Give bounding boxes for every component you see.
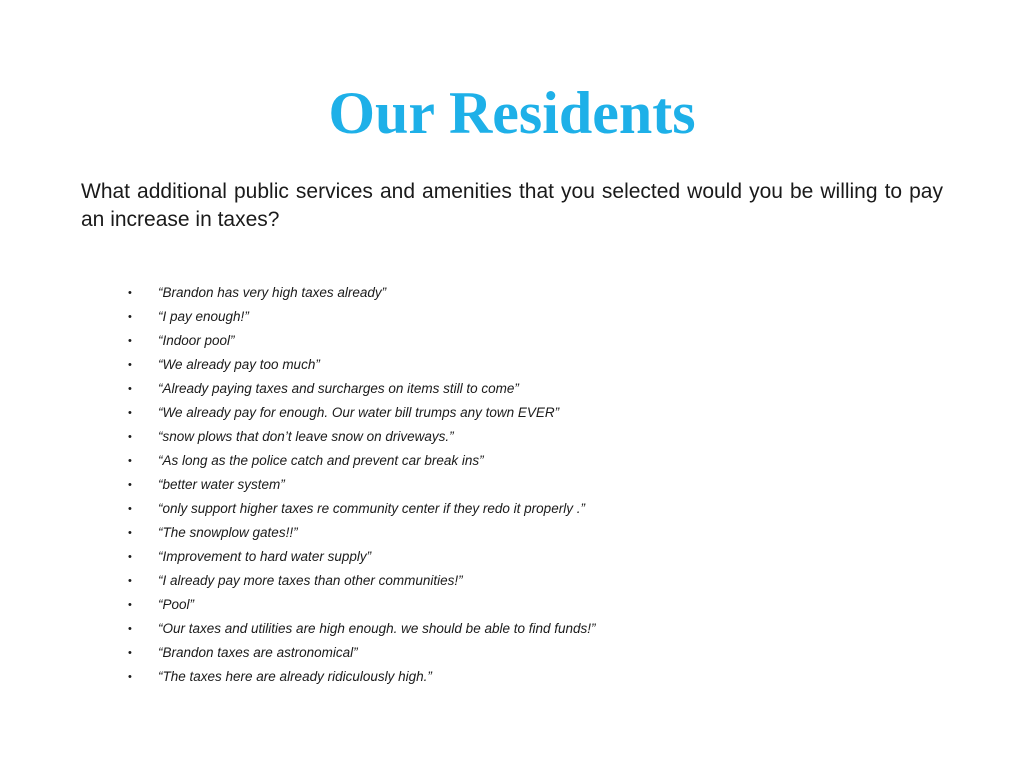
list-item <box>128 617 928 641</box>
bullet-icon: • <box>128 383 132 395</box>
list-item <box>128 473 928 497</box>
bullet-icon: • <box>128 311 132 323</box>
list-item <box>128 569 928 593</box>
bullet-icon: • <box>128 623 132 635</box>
bullet-icon: • <box>128 479 132 491</box>
response-text: “Our taxes and utilities are high enough. we should be able to find funds!” <box>158 621 596 636</box>
bullet-icon: • <box>128 455 132 467</box>
bullet-icon: • <box>128 671 132 683</box>
responses-list <box>128 281 928 689</box>
list-item <box>128 305 928 329</box>
response-text: “Pool” <box>158 597 195 612</box>
list-item <box>128 521 928 545</box>
list-item <box>128 401 928 425</box>
bullet-icon: • <box>128 551 132 563</box>
list-item <box>128 281 928 305</box>
survey-question: What additional public services and amenities that you selected would you be willing to pay an increase in taxes? <box>81 180 943 231</box>
bullet-icon: • <box>128 527 132 539</box>
bullet-icon: • <box>128 407 132 419</box>
bullet-icon: • <box>128 503 132 515</box>
response-text: “Brandon has very high taxes already” <box>158 285 387 300</box>
response-text: “The taxes here are already ridiculously high.” <box>158 669 432 684</box>
list-item <box>128 449 928 473</box>
response-text: “Indoor pool” <box>158 333 235 348</box>
response-text: “Improvement to hard water supply” <box>158 549 372 564</box>
list-item <box>128 665 928 689</box>
bullet-icon: • <box>128 287 132 299</box>
response-text: “only support higher taxes re community center if they redo it properly .” <box>158 501 585 516</box>
list-item <box>128 593 928 617</box>
bullet-icon: • <box>128 431 132 443</box>
response-text: “Already paying taxes and surcharges on items still to come” <box>158 381 519 396</box>
bullet-icon: • <box>128 335 132 347</box>
response-text: “snow plows that don’t leave snow on driveways.” <box>158 429 454 444</box>
response-text: “As long as the police catch and prevent car break ins” <box>158 453 484 468</box>
list-item <box>128 329 928 353</box>
bullet-icon: • <box>128 599 132 611</box>
bullet-icon: • <box>128 575 132 587</box>
list-item <box>128 497 928 521</box>
response-text: “I pay enough!” <box>158 309 249 324</box>
response-text: “I already pay more taxes than other communities!” <box>158 573 463 588</box>
response-text: “Brandon taxes are astronomical” <box>158 645 358 660</box>
list-item <box>128 545 928 569</box>
list-item <box>128 425 928 449</box>
response-text: “better water system” <box>158 477 285 492</box>
response-text: “The snowplow gates!!” <box>158 525 298 540</box>
bullet-icon: • <box>128 647 132 659</box>
slide-title: Our Residents <box>328 80 696 146</box>
list-item <box>128 353 928 377</box>
list-item <box>128 641 928 665</box>
response-text: “We already pay too much” <box>158 357 320 372</box>
list-item <box>128 377 928 401</box>
bullet-icon: • <box>128 359 132 371</box>
response-text: “We already pay for enough. Our water bill trumps any town EVER” <box>158 405 560 420</box>
